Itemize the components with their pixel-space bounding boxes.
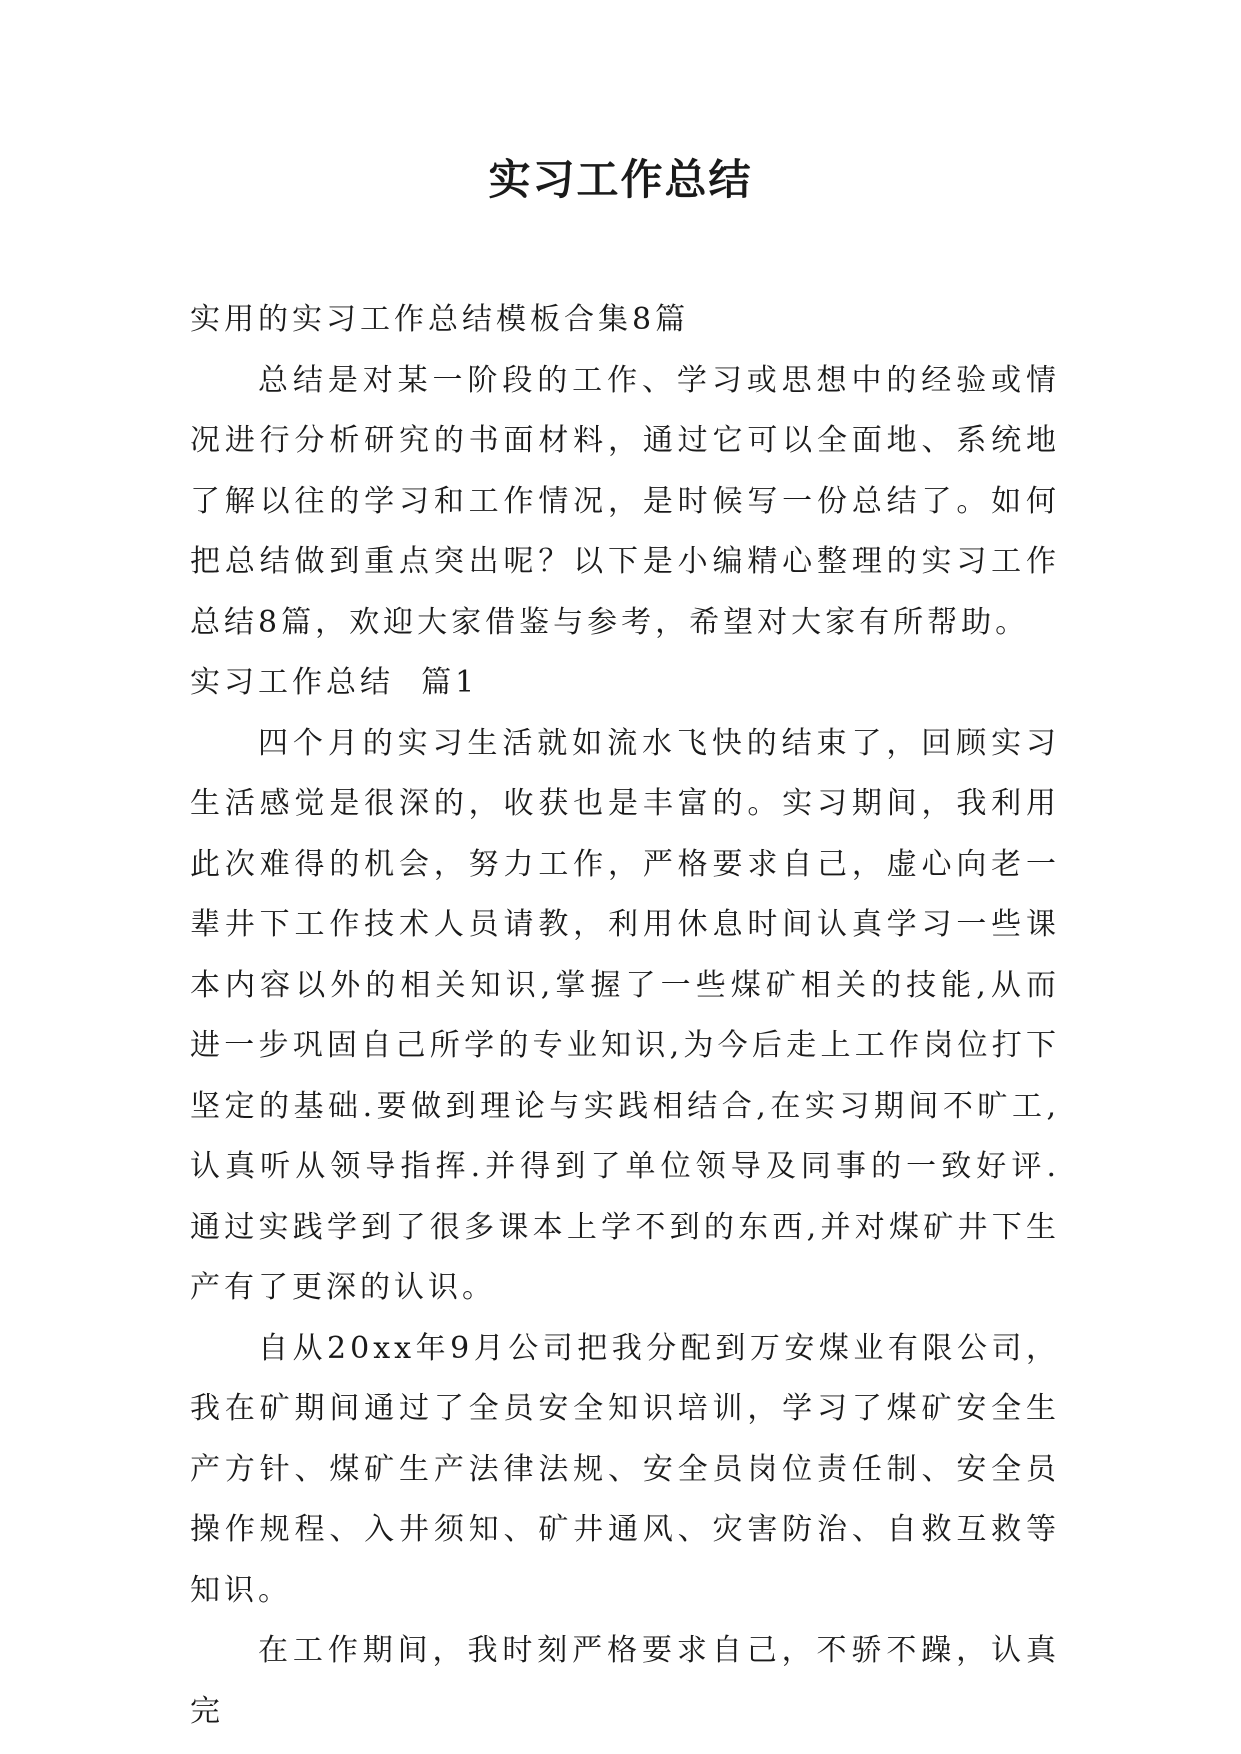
section-paragraph: 自从20xx年9月公司把我分配到万安煤业有限公司，我在矿期间通过了全员安全知识培训，学习了煤矿安全生产方针、煤矿生产法律法规、安全员岗位责任制、安全员操作规程、入井须知、矿井通风、灾害防治、自救互救等知识。 [190, 1330, 1060, 1608]
section-paragraph: 四个月的实习生活就如流水飞快的结束了，回顾实习生活感觉是很深的，收获也是丰富的。实习期间，我利用此次难得的机会，努力工作，严格要求自己，虚心向老一辈井下工作技术人员请教，利用休息时间认真学习一些课本内容以外的相关知识,掌握了一些煤矿相关的技能,从而进一步巩固自己所学的专业知识,为今后走上工作岗位打下坚定的基础.要做到理论与实践相结合,在实习期间不旷工,认真听从领导指挥.并得到了单位领导及同事的一致好评.通过实践学到了很多课本上学不到的东西,并对煤矿井下生产有了更深的认识。 [190, 725, 1060, 1305]
intro-paragraph: 总结是对某一阶段的工作、学习或思想中的经验或情况进行分析研究的书面材料，通过它可以全面地、系统地了解以往的学习和工作情况，是时候写一份总结了。如何把总结做到重点突出呢？以下是小编精心整理的实习工作总结8篇，欢迎大家借鉴与参考，希望对大家有所帮助。 [190, 362, 1060, 640]
document-body [190, 290, 1060, 1742]
document-title: 实习工作总结 [488, 155, 753, 204]
document-subtitle: 实用的实习工作总结模板合集8篇 [190, 302, 690, 337]
section-heading: 实习工作总结 篇1 [190, 665, 479, 700]
section-paragraph: 在工作期间，我时刻严格要求自己，不骄不躁，认真完 [190, 1633, 1060, 1729]
